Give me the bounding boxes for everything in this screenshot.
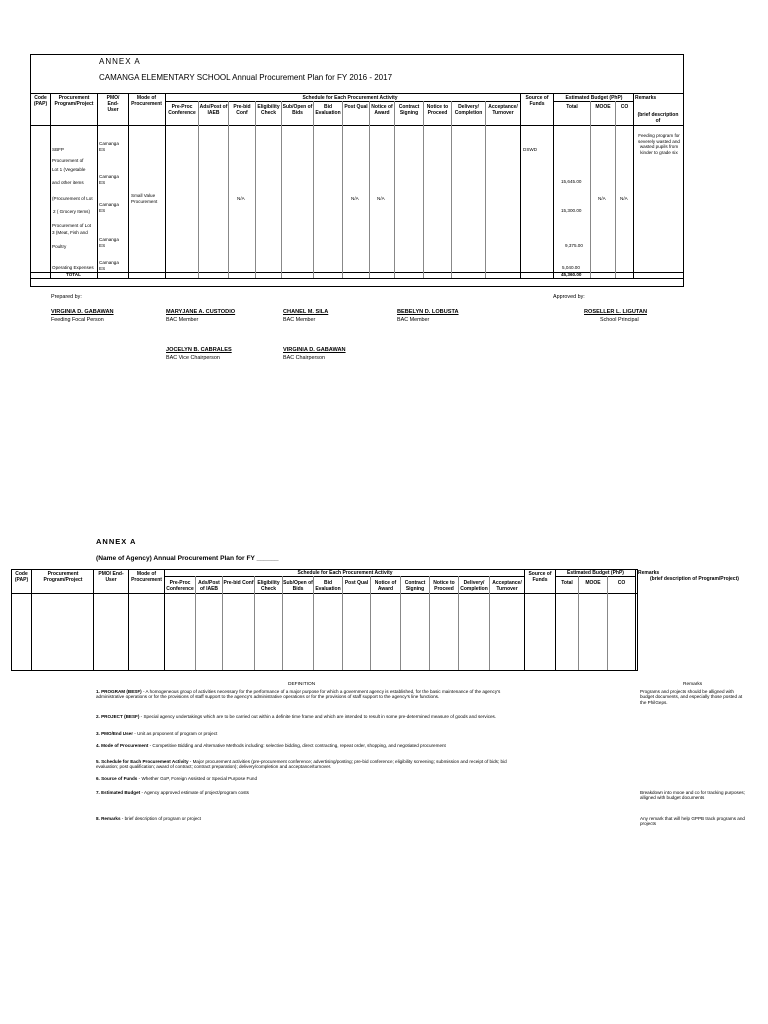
prepared-by-label: Prepared by:: [51, 294, 82, 300]
header-mooe: MOOE: [585, 580, 601, 586]
definition-item: 2. PROJECT (BESF) - Special agency undertakings which are to be carried out within a definite time frame and which are intended to result in some pre-determined measure of goods and services.: [96, 714, 497, 719]
signatory-role: BAC Member: [166, 317, 199, 323]
header-code: Code (PAP): [33, 95, 48, 107]
signatory-role: School Principal: [600, 317, 639, 323]
activity-header: Post Qual: [344, 104, 368, 110]
header-program: Procurement Program/Project: [54, 95, 94, 107]
header-schedule: Schedule for Each Procurement Activity: [302, 95, 398, 101]
program-line: SBFP: [52, 147, 64, 152]
signatory-role: BAC Chairperson: [283, 355, 325, 361]
activity-header: Notice of Award: [371, 104, 393, 116]
header-pmo: PMO/ End-User: [98, 571, 124, 583]
activity-header: Delivery/ Completion: [460, 580, 488, 592]
remark-note: Programs and projects should be alligned with budget documents, and especially those posted at the PhilGeps.: [640, 689, 743, 705]
header-program: Procurement Program/Project: [43, 571, 83, 583]
definition-item: 8. Remarks - brief description of program or project: [96, 816, 201, 821]
activity-header: Ads/Post of IAEB: [199, 104, 228, 116]
activity-header: Delivery/ Completion: [454, 104, 483, 116]
pmo-entry: Camanga ES: [99, 141, 119, 152]
signatory-name: JOCELYN B. CABRALES: [166, 347, 232, 353]
header-total: Total: [561, 580, 573, 586]
header-source: Source of Funds: [528, 571, 552, 583]
mode-of-procurement: Small Value Procurement: [131, 193, 158, 204]
activity-header: Acceptance/ Turnover: [492, 580, 522, 592]
pmo-entry: Camanga ES: [99, 260, 119, 271]
signatory-role: BAC Member: [283, 317, 316, 323]
program-line: (Procurement of Lot: [52, 196, 93, 201]
annex-label: ANNEX A: [99, 57, 141, 66]
activity-header: Notice to Proceed: [433, 580, 455, 592]
signatory-name: VIRGINIA D. GABAWAN: [51, 309, 114, 315]
activity-header: Notice to Proceed: [426, 104, 449, 116]
activity-header: Contract Signing: [404, 580, 426, 592]
signatory-name: MARYJANE A. CUSTODIO: [166, 309, 236, 315]
pmo-entry: Camanga ES: [99, 174, 119, 185]
pmo-entry: Camanga ES: [99, 202, 119, 213]
header-total: Total: [566, 104, 578, 110]
activity-header: Pre-Proc Conference: [168, 104, 196, 116]
header-budget: Estimated Budget (PhP): [567, 570, 624, 576]
postqual-na: N/A: [351, 196, 359, 201]
header-remarks: Remarks: [635, 95, 657, 101]
activity-header: Eligibility Check: [257, 104, 280, 116]
header-mode: Mode of Procurement: [131, 571, 162, 583]
remarks-text: Feeding program for severely wasted and wasted pupils from kinder to grade six: [638, 133, 680, 155]
header-code: Code (PAP): [14, 571, 29, 583]
signatory-name: CHANEL M. SILA: [283, 309, 329, 315]
signatory-role: BAC Vice Chairperson: [166, 355, 220, 361]
signatory-name: ROSELLER L. LIGUTAN: [584, 309, 647, 315]
signatory-name: BEBELYN D. LOBUSTA: [397, 309, 459, 315]
budget-total-value: 15,645.00: [561, 179, 582, 184]
plan-title: (Name of Agency) Annual Procurement Plan for FY ______: [96, 555, 279, 562]
program-line: Procurement of Lot: [52, 223, 92, 228]
header-remarks: Remarks: [638, 570, 660, 576]
budget-total-value: 5,040.00: [562, 265, 580, 270]
grand-total: 45,360.00: [561, 272, 582, 277]
remark-note: Any remark that will help GPPB track programs and projects: [640, 816, 745, 827]
activity-header: Post Qual: [344, 580, 369, 586]
definition-item: 3. PMO/End User - Unit as proponent of program or project: [96, 731, 218, 736]
program-line: Procurement of: [52, 158, 84, 163]
activity-header: Bid Evaluation: [315, 580, 341, 592]
notice-award-na: N/A: [377, 196, 385, 201]
co-na: N/A: [620, 196, 628, 201]
program-line: Lot 1 (Vegetable: [52, 167, 86, 172]
plan-title: CAMANGA ELEMENTARY SCHOOL Annual Procurement Plan for FY 2016 - 2017: [99, 73, 393, 82]
prebid-na: N/A: [237, 196, 245, 201]
activity-header: Sub/Open of Bids: [282, 104, 313, 116]
signatory-role: Feeding Focal Person: [51, 317, 104, 323]
activity-header: Acceptance/ Turnover: [488, 104, 518, 116]
definition-item: 5. Schedule for Each Procurement Activity - Major procurement activities (pre-procurement conference; advertising/posting; pre-bid conference; eligibility screening; submission and receipt of bids; bid evaluation; post qualification; award of contract; contract preparation); delivery/completion and acceptance/turnover.: [96, 759, 507, 770]
header-source: Source of Funds: [525, 95, 549, 107]
header-schedule: Schedule for Each Procurement Activity: [297, 570, 393, 576]
header-mode: Mode of Procurement: [131, 95, 162, 107]
signatory-role: BAC Member: [397, 317, 430, 323]
mooe-na: N/A: [598, 196, 606, 201]
activity-header: Contract Signing: [398, 104, 420, 116]
annex-label: ANNEX A: [96, 537, 137, 546]
activity-header: Ads/Post of IAEB: [198, 580, 220, 592]
activity-header: Eligibility Check: [257, 580, 280, 592]
header-remarks-sub: (brief description of Program/Project): [650, 576, 739, 582]
header-co: CO: [620, 104, 629, 110]
header-pmo: PMO/ End-User: [106, 95, 120, 113]
header-remarks-sub: (brief description of: [637, 112, 679, 124]
activity-header: Bid Evaluation: [315, 104, 341, 116]
definition-title: DEFINITION: [288, 682, 316, 687]
total-label: TOTAL: [66, 272, 81, 277]
definition-item: 6. Source of Funds - Whether GoP, Foreign Assisted or Special Purpose Fund: [96, 776, 258, 781]
definition-item: 1. PROGRAM (BESF) - A homogeneous group of activities necessary for the performance of a major purpose for which a government agency is established, for the basic maintenance of the agency's administrative operations or for the provisions of staff support to the agency's administrative operations or for the provisions of staff support to the agency's line functions.: [96, 689, 501, 700]
pmo-entry: Camanga ES: [99, 237, 119, 248]
source-of-funds: DSWD: [523, 147, 538, 152]
header-mooe: MOOE: [595, 104, 611, 110]
signatory-name: VIRGINIA D. GABAWAN: [283, 347, 346, 353]
program-line: Operating Expenses: [52, 265, 94, 270]
remarks-title: Remarks: [683, 682, 703, 687]
remark-note: Breakdown into mooe and co for tracking purposes; alligned with budget documents: [640, 790, 745, 801]
program-line: and other items: [52, 180, 84, 185]
header-budget: Estimated Budget (PhP): [565, 95, 623, 101]
header-co: CO: [617, 580, 626, 586]
program-line: 2 ( Grocery Items): [53, 209, 91, 214]
activity-header: Pre-bid Conf: [233, 104, 251, 116]
activity-header: Pre-Proc Conference: [166, 580, 194, 592]
definition-item: 7. Estimated Budget - Agency approved estimate of project/program costs: [96, 790, 249, 795]
program-line: 3 (Meat, Fish and: [52, 230, 88, 235]
budget-total-value: 15,300.00: [561, 208, 582, 213]
activity-header: Pre-bid Conf: [223, 580, 254, 586]
definition-item: 4. Mode of Procurement - Competitive Bidding and Alternative Methods including: selective bidding, direct contracting, repeat order, shopping, and negotiated procurement: [96, 743, 446, 748]
activity-header: Notice of Award: [374, 580, 397, 592]
activity-header: Sub/Open of Bids: [283, 580, 313, 592]
approved-by-label: Approved by:: [553, 294, 585, 300]
program-line: Poultry: [52, 244, 67, 249]
budget-total-value: 9,375.00: [565, 243, 583, 248]
